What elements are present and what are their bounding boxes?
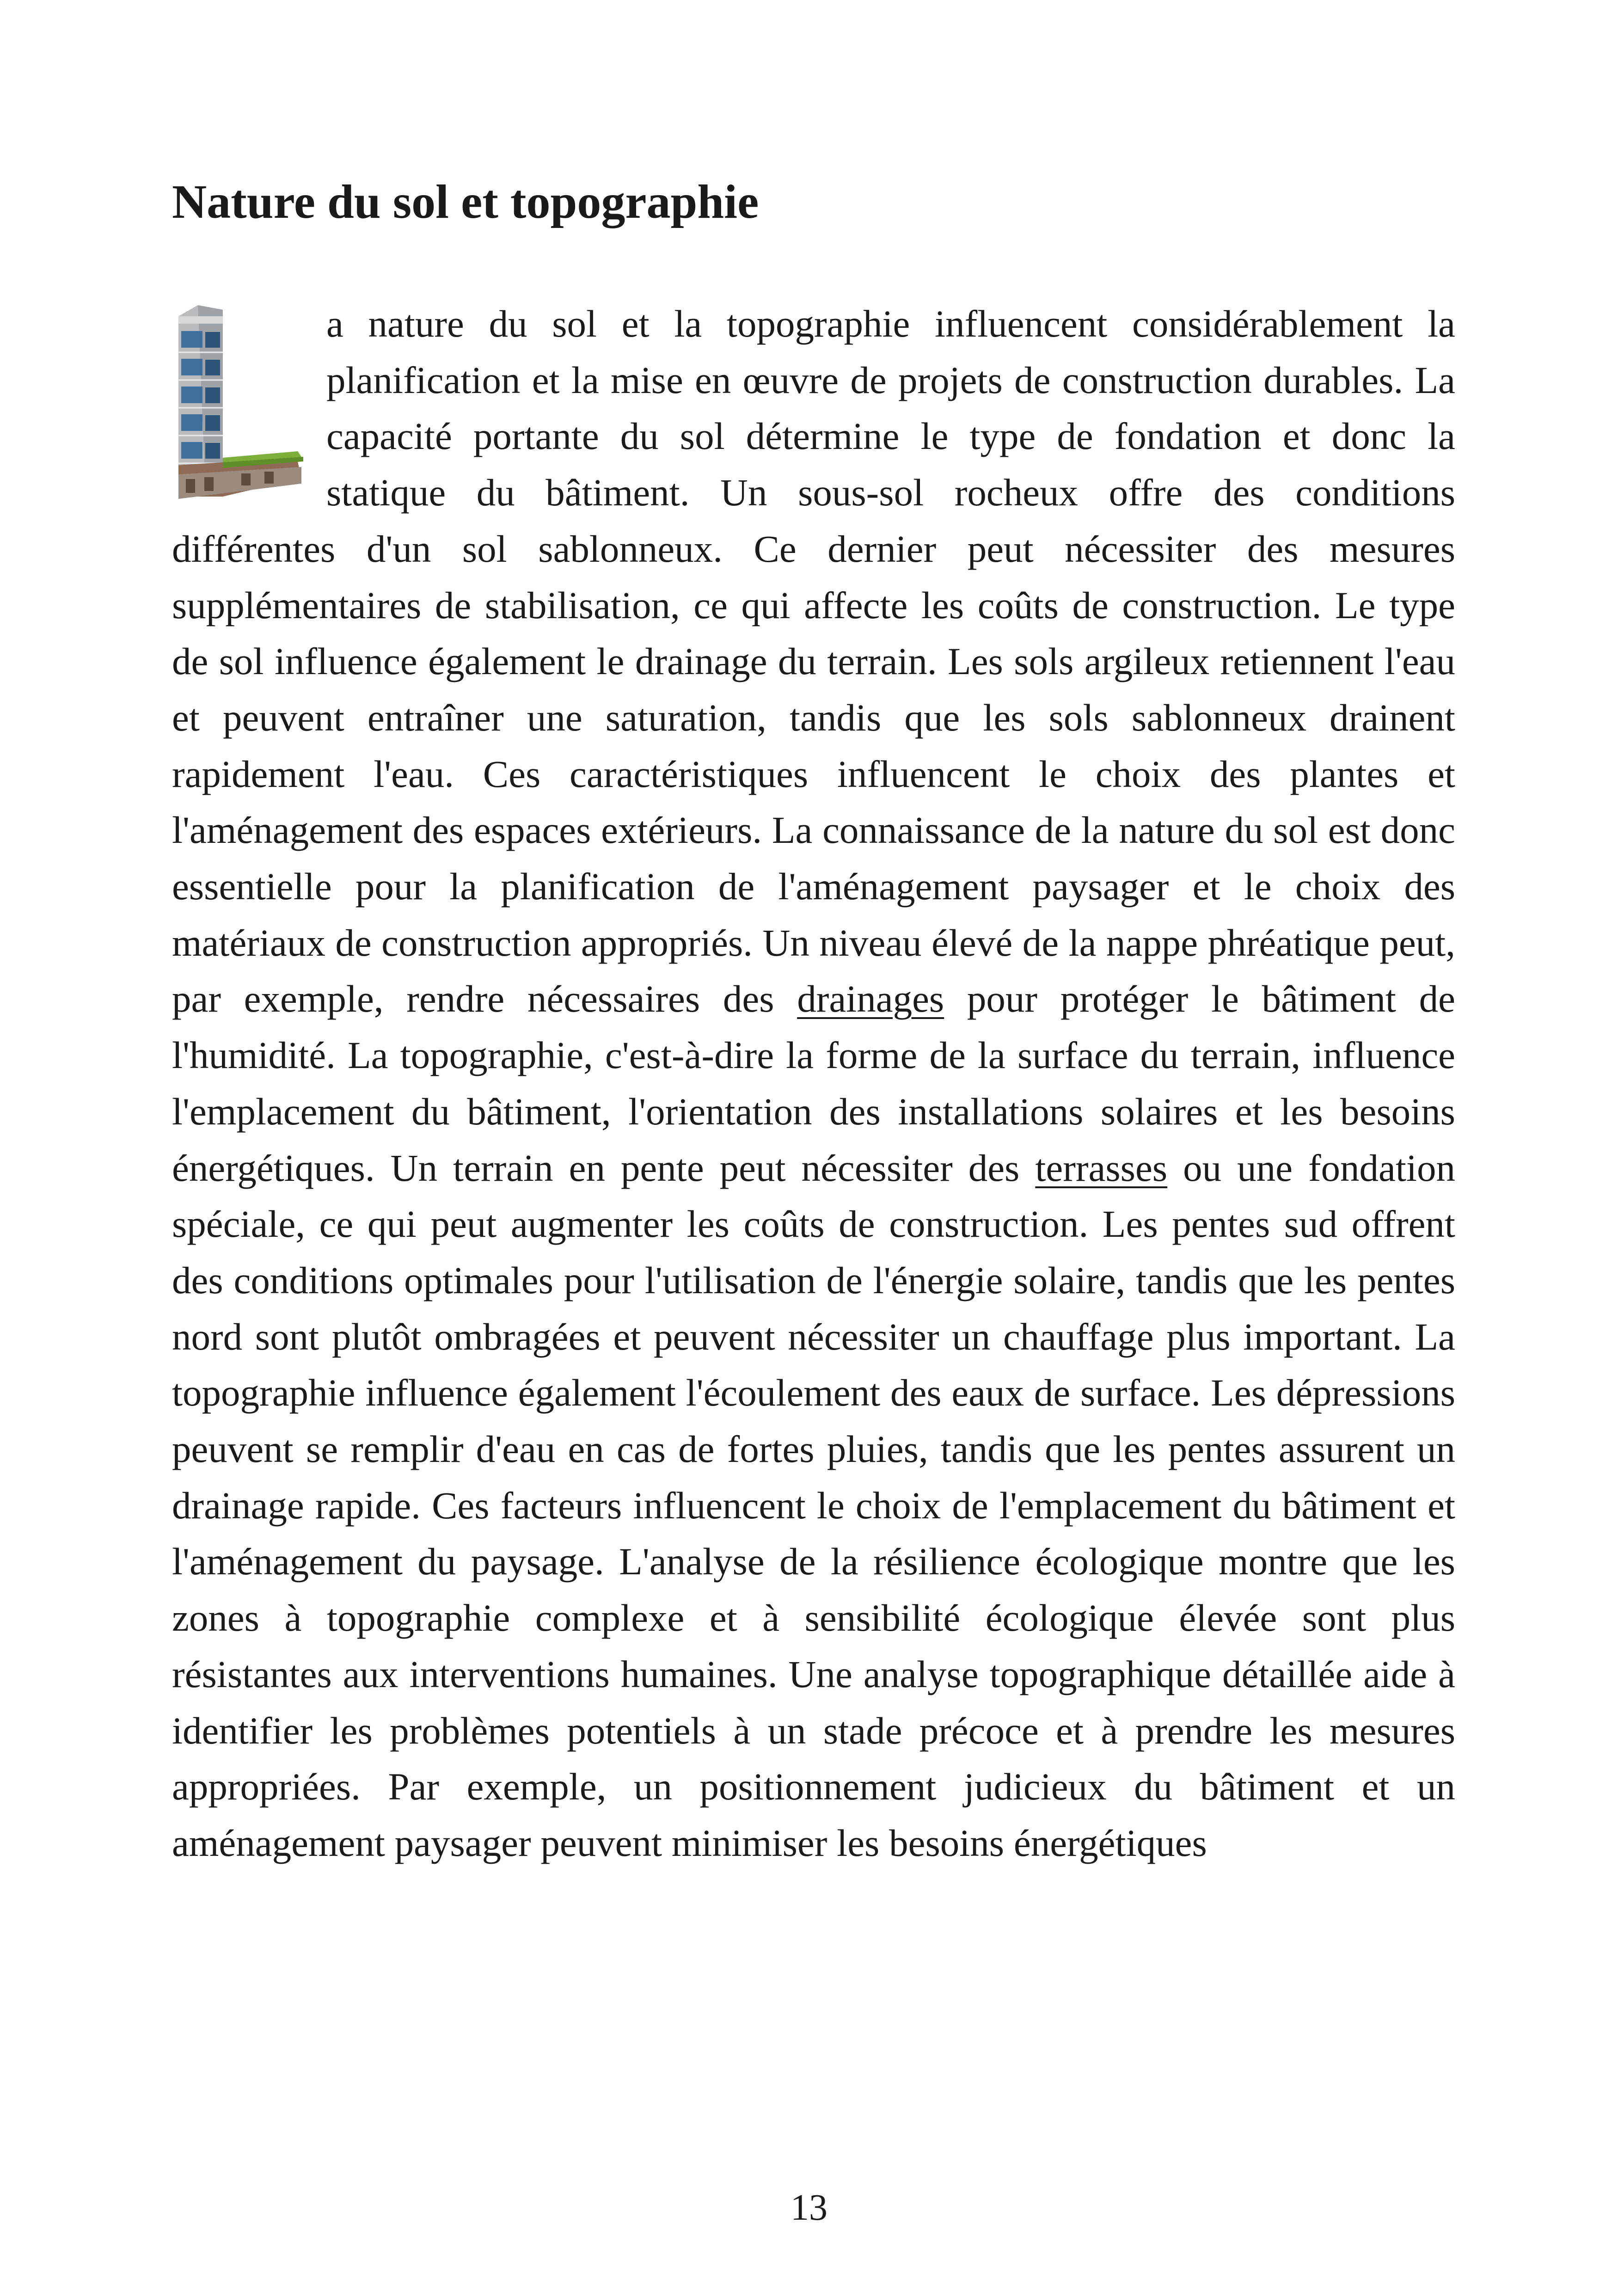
link-terrasses[interactable]: terrasses bbox=[1035, 1146, 1168, 1189]
paragraph-text-3: ou une fondation spéciale, ce qui peut augmenter les coûts de construction. Les pentes sud offrent des conditions optimales pour l'utilisation de l'énergie solaire, tandis que les pentes nord sont plutôt ombragées et peuvent nécessiter un chauffage plus important. La topographie influence également l'écoulement des eaux de surface. Les dépressions peuvent se remplir d'eau en cas de fortes pluies, tandis que les pentes assurent un drainage rapide. Ces facteurs influencent le choix de l'emplacement du bâtiment et l'aménagement du paysage. L'analyse de la résilience écologique montre que les zones à topographie complexe et à sensibilité écologique élevée sont plus résistantes aux interventions humaines. Une analyse topographique détaillée aide à identifier les problèmes potentiels à un stade précoce et à prendre les mesures appropriées. Par exemple, un positionnement judicieux du bâtiment et un aménagement paysager peuvent minimiser les besoins énergétiques bbox=[172, 1146, 1455, 1864]
dropcap-building-letter-l bbox=[172, 302, 306, 506]
link-drainages[interactable]: drainages bbox=[797, 977, 944, 1020]
paragraph-text-2: pour protéger le bâtiment de l'humidité. La topographie, c'est-à-dire la forme de la surface du terrain, influence l'emplacement du bâtiment, l'orientation des installations solaires et les besoins énergétiques. Un terrain en pente peut nécessiter des bbox=[172, 977, 1455, 1189]
body-paragraph bbox=[172, 296, 1455, 1872]
paragraph-text-1: a nature du sol et la topographie influencent considérablement la planification et la mise en œuvre de projets de construction durables. La capacité portante du sol détermine le type de fondation et donc la statique du bâtiment. Un sous-sol rocheux offre des conditions différentes d'un sol sablonneux. Ce dernier peut nécessiter des mesures supplémentaires de stabilisation, ce qui affecte les coûts de construction. Le type de sol influence également le drainage du terrain. Les sols argileux retiennent l'eau et peuvent entraîner une saturation, tandis que les sols sablonneux drainent rapidement l'eau. Ces caractéristiques influencent le choix des plantes et l'aménagement des espaces extérieurs. La connaissance de la nature du sol est donc essentielle pour la planification de l'aménagement paysager et le choix des matériaux de construction appropriés. Un niveau élevé de la nappe phréatique peut, par exemple, rendre nécessaires des bbox=[172, 302, 1455, 1020]
section-title: Nature du sol et topographie bbox=[172, 175, 759, 228]
page-number: 13 bbox=[791, 2187, 827, 2228]
